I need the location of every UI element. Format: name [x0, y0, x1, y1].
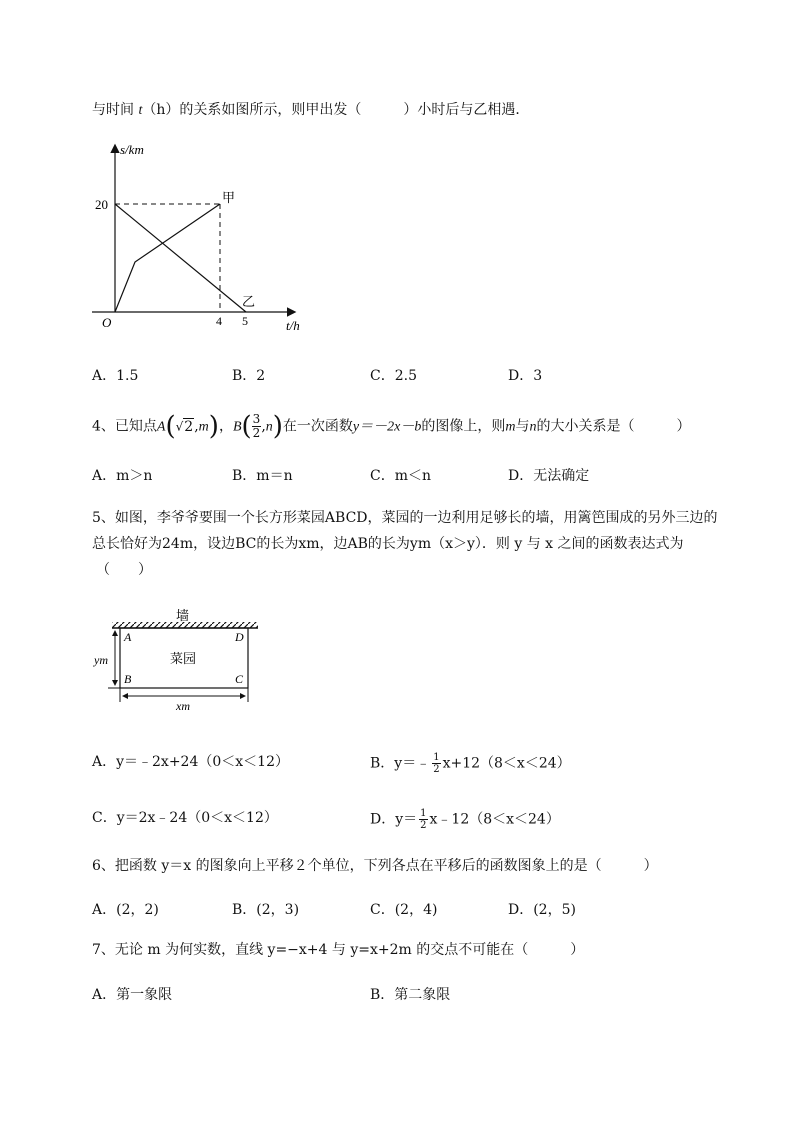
q4-point-b: B [232, 419, 242, 435]
q3-option-c[interactable]: C．2.5 [370, 368, 417, 384]
q4-number: 4、已知点 [92, 418, 157, 435]
q3-t-var: t [138, 103, 143, 118]
q3-x-label: t/h [286, 318, 300, 333]
q7-stem: 7、无论 m 为何实数，直线 y=−x+4 与 y=x+2m 的交点不可能在（ ） [92, 942, 585, 958]
q4-option-b[interactable]: B．m＝n [232, 468, 293, 484]
q5-corner-b: B [124, 672, 132, 686]
q5-garden-label: 菜园 [170, 651, 197, 666]
q5-option-b[interactable]: B．y＝﹣ $\frac{1}{2}$ x+12（8＜x＜24） [370, 752, 571, 775]
q5-wall-label: 墙 [176, 608, 190, 623]
q3-text-post: 的关系如图所示，则甲出发（ ）小时后与乙相遇． [179, 102, 530, 118]
q4-option-a[interactable]: A．m＞n [92, 468, 153, 484]
q4-stem: 4、已知点A(√2,m)，B( $\frac{3}{2}$ ,n)在一次函数y＝－2x－b的图像上，则m与n的大小关系是（ ） [92, 411, 691, 442]
q5-corner-d: D [235, 630, 244, 644]
q3-y-label: s/km [120, 142, 144, 157]
q4-equation: y＝－2x－b [352, 419, 422, 435]
q6-option-a[interactable]: A．(2，2) [92, 902, 159, 918]
q4-n-var: n [265, 419, 273, 435]
q6-option-c[interactable]: C．(2，4) [370, 902, 438, 918]
q4-option-c[interactable]: C．m＜n [370, 468, 432, 484]
q4-and-text: 与 [515, 418, 530, 435]
q3-origin: O [102, 315, 112, 330]
q5-line3: （ ） [96, 562, 152, 578]
q3-line-jia [115, 204, 220, 312]
q3-tick-4: 4 [216, 314, 222, 328]
q3-line-yi [115, 204, 246, 312]
q3-text-unit: （h） [142, 102, 180, 118]
q5-corner-c: C [235, 672, 244, 686]
q6-stem: 6、把函数 y＝x 的图象向上平移２个单位，下列各点在平移后的函数图象上的是（ ） [92, 858, 658, 874]
q4-point-a: A [156, 419, 166, 435]
q5-option-a[interactable]: A．y＝﹣2x+24（0＜x＜12） [92, 754, 289, 770]
q4-sep: ， [218, 418, 233, 435]
q7-option-b[interactable]: B．第二象限 [370, 987, 451, 1003]
q7-option-a[interactable]: A．第一象限 [92, 987, 173, 1003]
q4-fraction: $\frac{3}{2}$ [252, 412, 261, 440]
q4-end-text: 的大小关系是（ ） [536, 418, 691, 435]
q5-y-label: ym [94, 653, 108, 667]
q3-text-pre: 与时间 [92, 102, 139, 118]
q3-option-b[interactable]: B．2 [232, 368, 266, 384]
q4-option-d[interactable]: D．无法确定 [508, 468, 590, 484]
q5-option-c[interactable]: C．y＝2x﹣24（0＜x＜12） [92, 810, 278, 826]
q6-option-b[interactable]: B．(2，3) [232, 902, 300, 918]
q5-x-label: xm [176, 699, 190, 713]
q5-line1: 5、如图，李爷爷要围一个长方形菜园ABCD，菜园的一边利用足够长的墙，用篱笆围成的另外三边的 [92, 510, 718, 526]
q3-tick-20: 20 [95, 197, 108, 212]
q4-m-var: m [198, 419, 209, 435]
q3-tick-5: 5 [242, 314, 248, 328]
q4-n2: n [529, 419, 537, 435]
q5-corner-a: A [124, 630, 132, 644]
q3-label-yi: 乙 [242, 294, 256, 309]
q5-line2: 总长恰好为24m，设边BC的长为xm，边AB的长为ym（x＞y）．则 y 与 x 之间的函数表达式为 [92, 536, 684, 552]
q5-option-d[interactable]: D．y＝ $\frac{1}{2}$ x﹣12（8＜x＜24） [370, 808, 560, 831]
q4-mid-text: 在一次函数 [282, 418, 353, 435]
q5-figure [92, 606, 267, 714]
q6-option-d[interactable]: D．(2，5) [508, 902, 576, 918]
q3-stem [92, 100, 529, 121]
q4-sqrt-val: 2 [184, 418, 194, 435]
q4-m2: m [505, 419, 516, 435]
q4-tail-text: 的图像上，则 [421, 418, 506, 435]
q3-option-d[interactable]: D．3 [508, 368, 543, 384]
q3-label-jia: 甲 [222, 190, 236, 205]
q3-option-a[interactable]: A．1.5 [92, 368, 139, 384]
q3-graph [88, 140, 318, 340]
